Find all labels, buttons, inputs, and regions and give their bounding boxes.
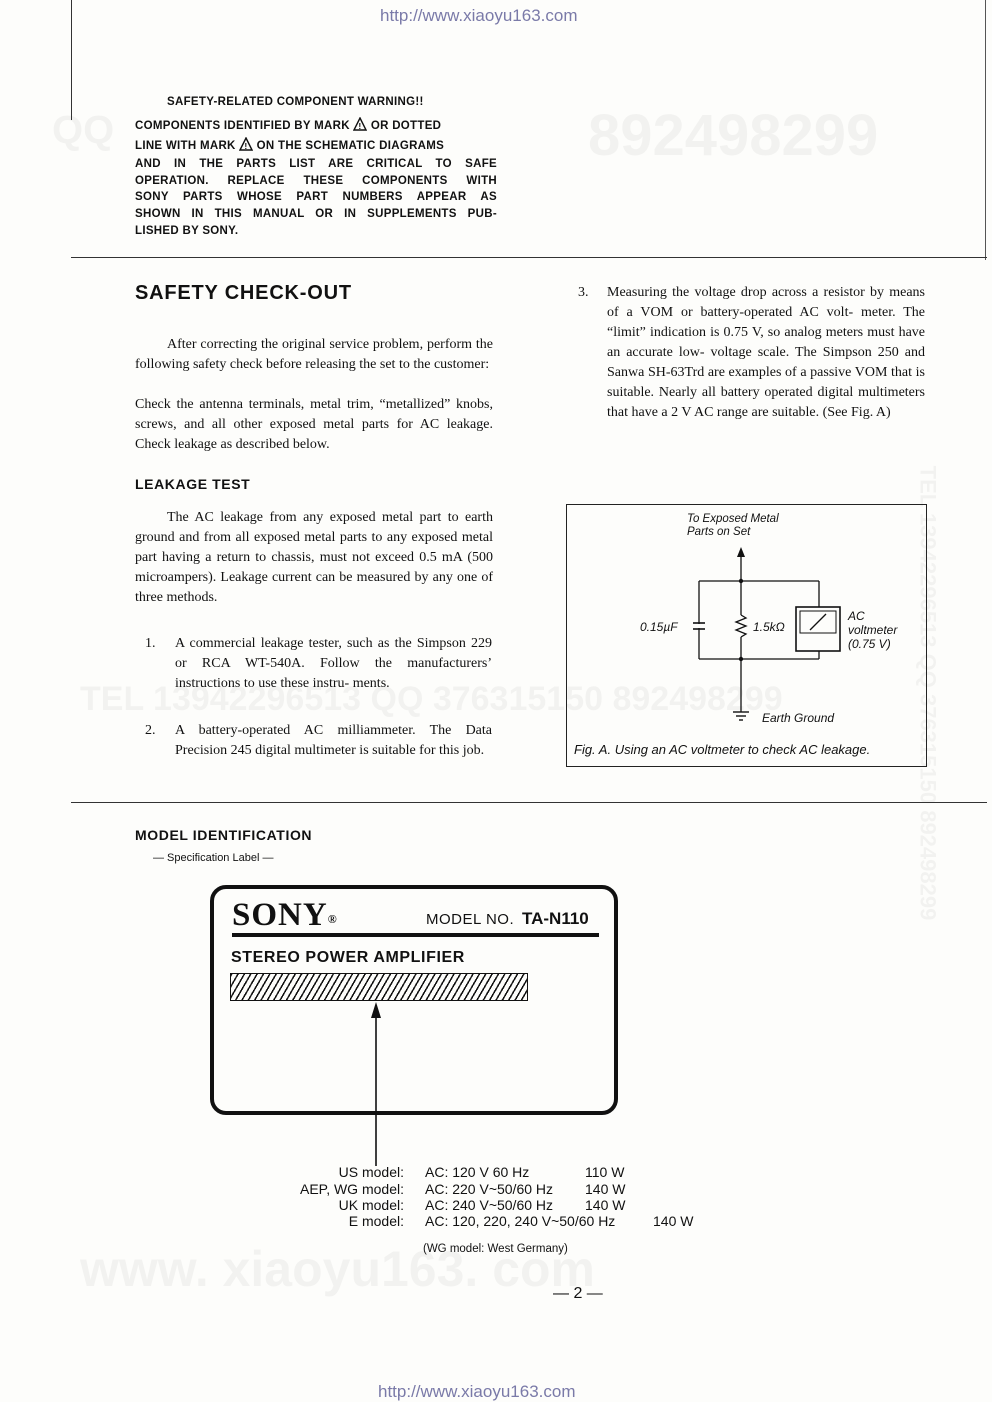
resistor-zigzag <box>736 615 746 637</box>
voltmeter-box <box>796 607 840 651</box>
spec-us-ac: AC: 120 V 60 Hz <box>425 1164 530 1180</box>
warning-block <box>135 117 497 239</box>
rule-top <box>71 257 987 258</box>
warning-line-2a: LINE WITH MARK <box>135 139 236 152</box>
warning-line-6: SHOWN IN THIS MANUAL OR IN SUPPLEMENTS PUB- <box>135 207 497 220</box>
spec-uk-power: 140 W <box>585 1197 626 1213</box>
figure-a <box>566 504 927 767</box>
fig-top-label-1: To Exposed Metal <box>687 513 779 525</box>
spec-e-ac: AC: 120, 220, 240 V~50/60 Hz <box>425 1213 616 1229</box>
fig-capacitor-label: 0.15µF <box>640 620 678 634</box>
right-margin-line <box>985 0 986 260</box>
svg-text:!: ! <box>358 122 362 131</box>
model-subtitle: — Specification Label — <box>153 852 274 864</box>
fig-resistor-label: 1.5kΩ <box>753 620 785 634</box>
leakage-title: LEAKAGE TEST <box>135 476 251 492</box>
warning-line-5: SONY PARTS WHOSE PART NUMBERS APPEAR AS <box>135 191 497 204</box>
warning-line-1a: COMPONENTS IDENTIFIED BY MARK <box>135 120 350 132</box>
rule-middle <box>71 802 987 803</box>
sony-logo: SONY® <box>232 897 338 933</box>
spec-note: (WG model: West Germany) <box>423 1243 568 1255</box>
fig-meter-label-1: AC <box>848 609 865 623</box>
page-number: — 2 — <box>553 1285 603 1302</box>
spec-aep-label: AEP, WG model: <box>299 1181 404 1197</box>
fig-caption: Fig. A. Using an AC voltmeter to check AC leakage. <box>574 742 871 757</box>
model-no-value: TA-N110 <box>522 909 589 928</box>
fig-meter-label-2: voltmeter <box>848 623 898 637</box>
registered-mark: ® <box>327 912 338 926</box>
method-2-num: 2. <box>145 723 156 738</box>
method-1-text: A commercial leakage tester, such as the Simpson 229 or RCA WT-540A. Follow the manufacturers’ instructions to use these instru- ments. <box>175 636 492 691</box>
warning-line-1b: OR DOTTED <box>370 120 442 132</box>
warning-line-2b: ON THE SCHEMATIC DIAGRAMS <box>256 139 445 152</box>
spec-aep-power: 140 W <box>585 1181 626 1197</box>
svg-text:!: ! <box>244 141 248 151</box>
arrow-up-icon <box>737 547 745 557</box>
safety-intro-2: Check the antenna terminals, metal trim, “metallized” knobs, screws, and all other exposed metal parts for AC leakage. Check leakage as described below. <box>135 397 493 452</box>
spec-e-power: 140 W <box>653 1213 694 1229</box>
warning-mark-icon <box>239 137 253 157</box>
fig-ground-label: Earth Ground <box>762 711 835 725</box>
model-no-label: MODEL NO. <box>426 911 515 928</box>
fig-meter-label-3: (0.75 V) <box>848 637 891 651</box>
model-title: MODEL IDENTIFICATION <box>135 827 313 843</box>
header-url[interactable]: http://www.xiaoyu163.com <box>380 6 578 25</box>
junction-dot-bottom <box>739 657 743 661</box>
method-3-text: Measuring the voltage drop across a resistor by means of a VOM or battery-operated AC volt- meter. The “limit” indication is 0.75 V, so analog meters must have an accurate low- voltage scale. The Simpson 250 and Sanwa SH-63Trd are examples of a passive VOM that is suitable. Nearly all battery operated digital multimeters that have a 2 V AC range are suitable. (See Fig. A) <box>607 285 925 420</box>
junction-dot-top <box>739 579 743 583</box>
product-name: STEREO POWER AMPLIFIER <box>231 949 465 966</box>
watermark-number-top <box>588 102 878 169</box>
fig-top-label-2: Parts on Set <box>687 526 751 538</box>
method-1-num: 1. <box>145 636 156 651</box>
pointer-arrow <box>366 1000 386 1170</box>
safety-intro: After correcting the original service problem, perform the following safety check before releasing the set to the customer: <box>135 337 493 372</box>
spec-aep-ac: AC: 220 V~50/60 Hz <box>425 1181 554 1197</box>
voltmeter-needle <box>810 614 826 630</box>
left-margin-line <box>71 0 72 120</box>
leakage-para: The AC leakage from any exposed metal part to earth ground and from all exposed metal parts to any exposed metal part having a return to chassis, must not exceed 0.5 mA (500 microampers). Leakage current can be measured by any one of three methods. <box>135 510 493 605</box>
warning-title: SAFETY-RELATED COMPONENT WARNING!! <box>167 96 424 108</box>
label-underline <box>232 933 599 937</box>
spec-us-label: US model: <box>338 1164 404 1180</box>
hatched-serial-area <box>230 973 528 1001</box>
warning-line-4: OPERATION. REPLACE THESE COMPONENTS WITH <box>135 174 497 187</box>
spec-label <box>210 885 618 1115</box>
warning-line-7: LISHED BY SONY. <box>135 224 239 237</box>
footer-url[interactable]: http://www.xiaoyu163.com <box>378 1382 576 1401</box>
spec-e-label: E model: <box>348 1213 404 1229</box>
watermark-qq-top <box>52 108 114 153</box>
spec-us-power: 110 W <box>585 1164 625 1180</box>
spec-uk-label: UK model: <box>338 1197 404 1213</box>
method-3-num: 3. <box>578 285 589 300</box>
warning-mark-icon <box>353 117 367 137</box>
method-2-text: A battery-operated AC milliammeter. The Data Precision 245 digital multimeter is suitable for this job. <box>175 723 492 758</box>
arrow-up-icon <box>371 1002 381 1018</box>
safety-title: SAFETY CHECK-OUT <box>135 282 352 304</box>
warning-line-3: AND IN THE PARTS LIST ARE CRITICAL TO SAFE <box>135 158 497 171</box>
spec-uk-ac: AC: 240 V~50/60 Hz <box>425 1197 554 1213</box>
